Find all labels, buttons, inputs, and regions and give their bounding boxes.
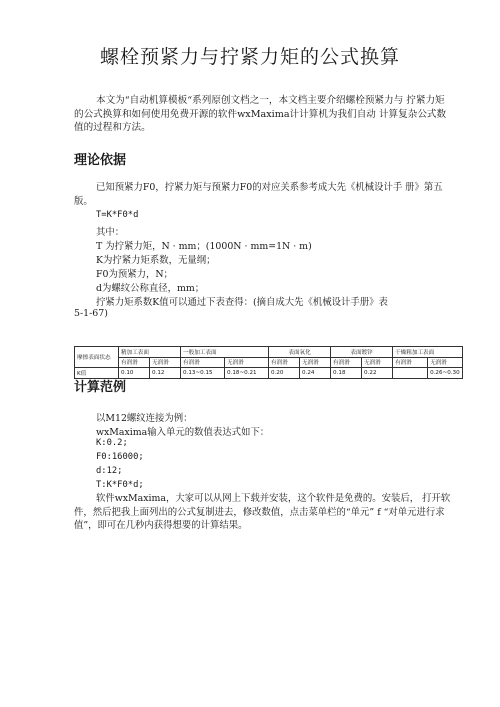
table-group-header: 表面镀锌 [331, 347, 393, 358]
k-value-table [74, 346, 463, 379]
code-line: d:12; [96, 466, 123, 476]
table-subheader: 有润滑 [393, 357, 428, 368]
code-line: T:K*F0*d; [96, 480, 144, 490]
table-cell [393, 368, 428, 379]
definition-t: T 为拧紧力矩，N · mm；(1000N · mm=1N · m) [96, 241, 312, 252]
definition-k: K为拧紧力矩系数，无量纲； [96, 255, 216, 266]
table-group-header: 表面氧化 [269, 347, 331, 358]
table-cell: 0.18~0.21 [225, 368, 269, 379]
table-intro: 拧紧力矩系数K值可以通过下表查得：(摘自成大先《机械设计手册》表 [96, 297, 388, 308]
definition-d: d为螺纹公称直径，mm； [96, 283, 205, 294]
table-header-state: 摩擦表面状态 [75, 347, 119, 368]
code-line: K:0.2; [96, 438, 128, 448]
table-cell: 0.24 [300, 368, 331, 379]
intro-paragraph: 本文为“自动机算模板“系列原创文档之一，本文档主要介绍螺栓预紧力与 拧紧力矩的公式换算和如何使用免费开源的软件wxMaxima计计算机为我们自动 计算复杂公式数值的过程和方法。 [74, 95, 447, 133]
table-cell: 0.13~0.15 [181, 368, 225, 379]
document-title: 螺栓预紧力与拧紧力矩的公式换算 [99, 46, 400, 68]
theory-paragraph: 已知预紧力F0，拧紧力矩与预紧力F0的对应关系参考成大先《机械设计手 册》第五版。 [74, 182, 443, 207]
section-heading-example: 计算范例 [74, 380, 127, 395]
section-heading-theory: 理论依据 [74, 153, 127, 168]
table-group-header: 精加工表面 [119, 347, 181, 358]
table-reference: 5-1-67) [74, 308, 108, 319]
example-line-2: wxMaxima输入单元的数值表达式如下： [96, 427, 270, 438]
code-line: F0:16000; [96, 452, 144, 462]
table-subheader: 有润滑 [331, 357, 362, 368]
example-paragraph: 软件wxMaxima，大家可以从网上下载并安装，这个软件是免费的。安装后， 打开软件，然后把我上面列出的公式复制进去，修改数值，点击菜单栏的“单元” f “对单元进行求值”，即可在几秒内获得想要的计算结果。 [74, 493, 451, 531]
where-label: 其中： [96, 227, 125, 238]
table-cell: 0.10 [119, 368, 150, 379]
table-cell: 0.18 [331, 368, 362, 379]
formula-line: T=K*F0*d [96, 210, 139, 220]
definition-f0: F0为预紧力，N； [96, 269, 173, 280]
table-subheader: 有润滑 [119, 357, 150, 368]
table-header-row [75, 347, 463, 358]
table-subheader: 无润滑 [150, 357, 181, 368]
table-group-header: 干燥粗加工表面 [393, 347, 463, 358]
table-cell: 0.12 [150, 368, 181, 379]
table-subheader: 无润滑 [225, 357, 269, 368]
table-cell: 0.26~0.30 [428, 368, 463, 379]
example-line-1: 以M12螺纹连接为例： [96, 413, 193, 424]
table-cell: 0.20 [269, 368, 300, 379]
table-cell: 0.22 [362, 368, 393, 379]
table-subheader: 无润滑 [428, 357, 463, 368]
table-subheader-row [75, 357, 463, 368]
table-subheader: 无润滑 [300, 357, 331, 368]
table-group-header: 一般加工表面 [181, 347, 269, 358]
table-row [75, 368, 463, 379]
table-subheader: 有润滑 [269, 357, 300, 368]
table-subheader: 有润滑 [181, 357, 225, 368]
table-row-label: K值 [75, 368, 119, 379]
table-subheader: 无润滑 [362, 357, 393, 368]
